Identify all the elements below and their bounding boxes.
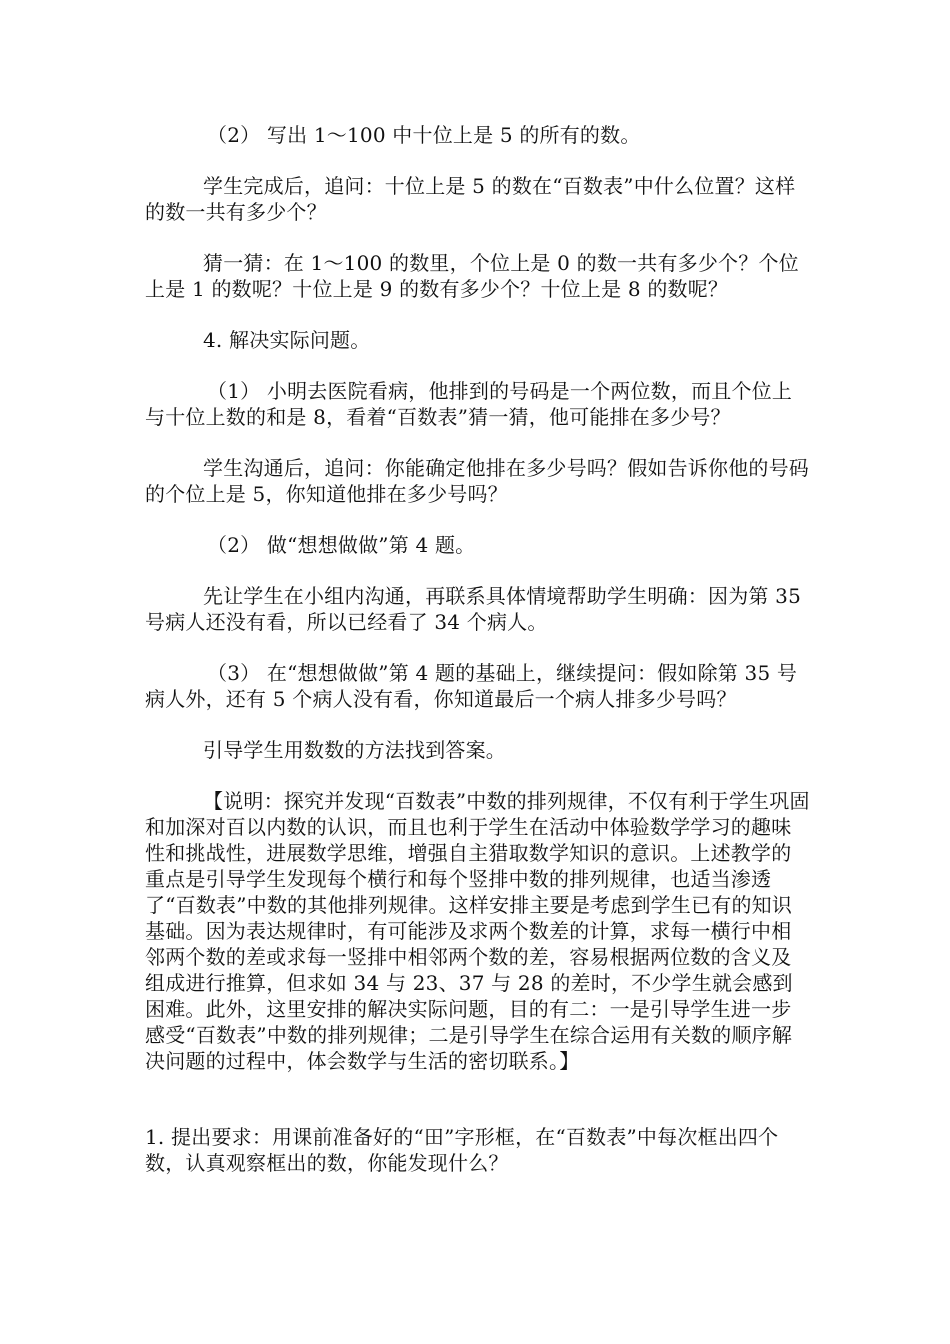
- paragraph-problem-2: （2） 做“想想做做”第 4 题。: [207, 533, 476, 557]
- paragraph-requirement-1: 1. 提出要求：用课前准备好的“田”字形框，在“百数表”中每次框出四个数，认真观察框出的数，你能发现什么？: [145, 1125, 779, 1175]
- paragraph-problem-1: （1） 小明去医院看病，他排到的号码是一个两位数，而且个位上与十位上数的和是 8，看着“百数表”猜一猜，他可能排在多少号？: [145, 379, 793, 429]
- paragraph-guess: 猜一猜：在 1～100 的数里，个位上是 0 的数一共有多少个？个位上是 1 的数呢？十位上是 9 的数有多少个？十位上是 8 的数呢？: [145, 251, 799, 301]
- paragraph-discussion: 学生沟通后，追问：你能确定他排在多少号吗？假如告诉你他的号码的个位上是 5，你知道他排在多少号吗？: [145, 456, 809, 506]
- paragraph-problem-3: （3） 在“想想做做”第 4 题的基础上，继续提问：假如除第 35 号病人外，还有 5 个病人没有看，你知道最后一个病人排多少号吗？: [145, 661, 798, 711]
- paragraph-follow-up-question: 学生完成后，追问：十位上是 5 的数在“百数表”中什么位置？这样的数一共有多少个？: [145, 174, 796, 224]
- paragraph-task-2: （2） 写出 1～100 中十位上是 5 的所有的数。: [207, 123, 641, 147]
- paragraph-group-discussion: 先让学生在小组内沟通，再联系具体情境帮助学生明确：因为第 35 号病人还没有看，所以已经看了 34 个病人。: [145, 584, 802, 634]
- paragraph-explanation-note: 【说明：探究并发现“百数表”中数的排列规律，不仅有利于学生巩固和加深对百以内数的认识，而且也利于学生在活动中体验数学学习的趣味性和挑战性，进展数学思维，增强自主猎取数学知识的意识。上述教学的重点是引导学生发现每个横行和每个竖排中数的排列规律，也适当渗透了“百数表”中数的其他排列规律。这样安排主要是考虑到学生已有的知识基础。因为表达规律时，有可能涉及求两个数差的计算，求每一横行中相邻两个数的差或求每一竖排中相邻两个数的差，容易根据两位数的含义及组成进行推算，但求如 34 与 23、37 与 28 的差时，不少学生就会感到困难。此外，这里安排的解决实际问题，目的有二：一是引导学生进一步感受“百数表”中数的排列规律；二是引导学生在综合运用有关数的顺序解决问题的过程中，体会数学与生活的密切联系。】: [145, 789, 810, 1073]
- section-heading-solve-problems: 4. 解决实际问题。: [203, 328, 371, 352]
- document-body: [145, 122, 811, 1201]
- paragraph-counting-method: 引导学生用数数的方法找到答案。: [203, 738, 506, 762]
